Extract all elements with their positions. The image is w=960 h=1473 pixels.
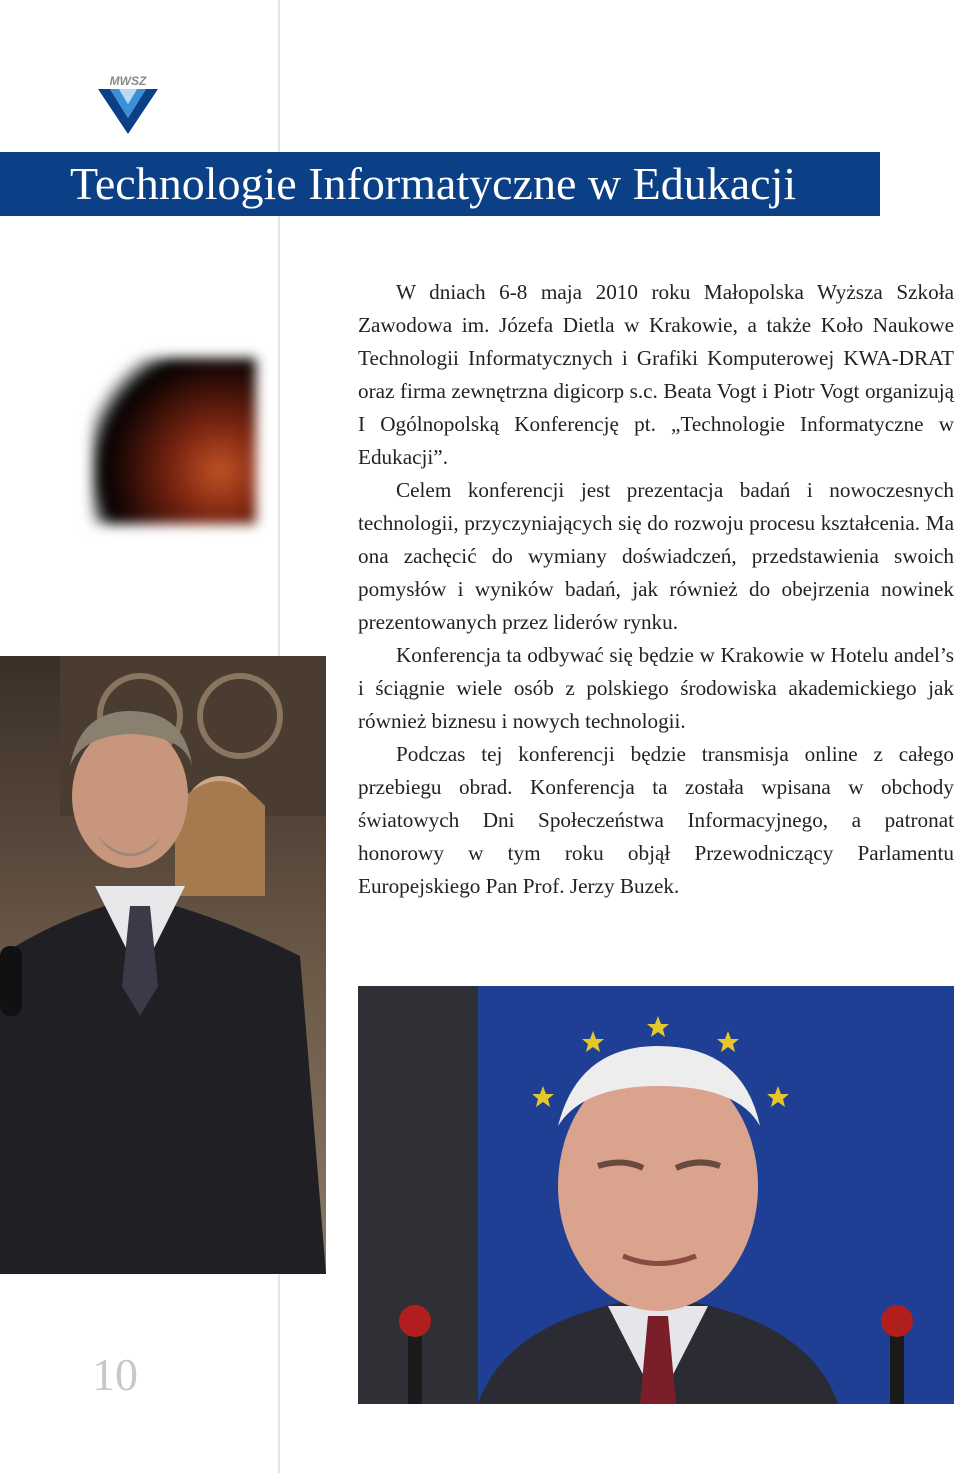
paragraph-2: Celem konferencji jest prezentacja badań i nowoczesnych technologii, przyczyniających się do rozwoju procesu kształcenia. Ma ona zachęcić do wymiany doświadczeń, przedstawienia swoich pomysłów i wyników badań, jak również do obejrzenia nowinek prezentowanych przez liderów rynku. xyxy=(358,478,954,634)
mwsz-logo xyxy=(95,72,161,138)
page-title: Technologie Informatyczne w Edukacji xyxy=(0,152,880,216)
svg-text:MWSZ: MWSZ xyxy=(109,74,147,88)
photo-jerzy-buzek xyxy=(358,986,954,1404)
paragraph-1: W dniach 6-8 maja 2010 roku Małopolska Wyższa Szkoła Zawodowa im. Józefa Dietla w Krakowie, a także Koło Naukowe Technologii Informatycznych i Grafiki Komputerowej KWA-DRAT oraz firma zewnętrzna digicorp s.c. Beata Vogt i Piotr Vogt organizują I Ogólnopolską Konferencję pt. „Technologie Informatyczne w Edukacji”. xyxy=(358,280,954,469)
page-number: 10 xyxy=(92,1349,138,1400)
paragraph-4: Podczas tej konferencji będzie transmisja online z całego przebiegu obrad. Konferencja ta została wpisana w obchody światowych Dni Społeczeństwa Informacyjnego, a patronat honorowy w tym roku objął Przewodniczący Parlamentu Europejskiego Pan Prof. Jerzy Buzek. xyxy=(358,742,954,898)
paragraph-3: Konferencja ta odbywać się będzie w Krakowie w Hotelu andel’s i ściągnie wiele osób z polskiego środowiska akademickiego jak również biznesu i nowych technologii. xyxy=(358,643,954,733)
photo-man-with-microphone xyxy=(0,656,326,1274)
article-body xyxy=(358,276,954,903)
decorative-gradient-square xyxy=(92,358,256,524)
